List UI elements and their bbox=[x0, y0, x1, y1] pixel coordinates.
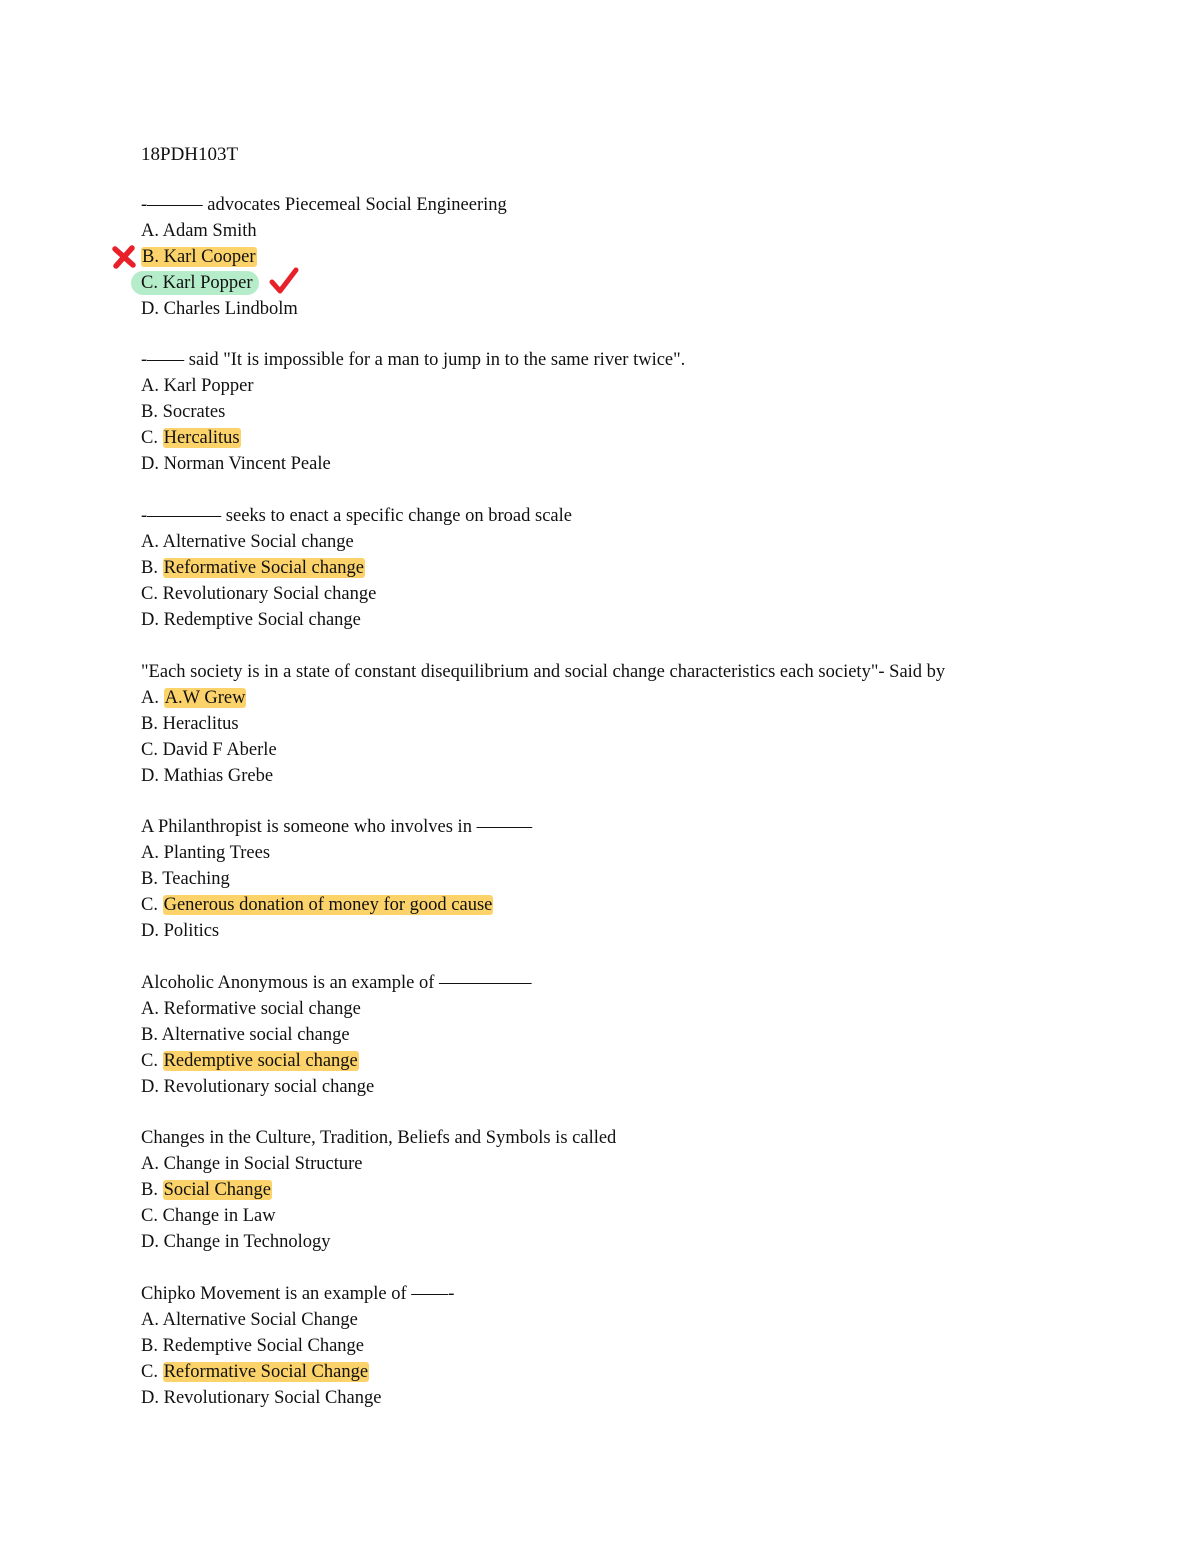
option-b bbox=[141, 1177, 1141, 1203]
option-prefix: C. bbox=[141, 740, 163, 760]
option-prefix: B. bbox=[141, 1336, 163, 1356]
option-prefix: D. bbox=[141, 1232, 164, 1252]
option-c bbox=[141, 1359, 1141, 1385]
option-prefix: B. bbox=[142, 247, 164, 267]
option-prefix: B. bbox=[141, 1180, 163, 1200]
option-text: Change in Law bbox=[162, 1206, 276, 1226]
question-3 bbox=[141, 503, 1141, 633]
option-b bbox=[141, 866, 1141, 892]
option-d bbox=[141, 607, 1141, 633]
option-text: Alternative Social change bbox=[162, 532, 354, 552]
option-d bbox=[141, 1074, 1141, 1100]
answer-highlight: A.W Grew bbox=[164, 688, 246, 708]
question-8 bbox=[141, 1281, 1141, 1411]
option-a bbox=[141, 996, 1141, 1022]
question-stem: -—— said "It is impossible for a man to jump in to the same river twice". bbox=[141, 350, 686, 370]
question-4 bbox=[141, 659, 1141, 789]
option-d bbox=[141, 763, 1141, 789]
option-text: Karl Popper bbox=[163, 376, 254, 396]
option-c bbox=[141, 1048, 1141, 1074]
answer-highlight bbox=[141, 247, 257, 267]
option-d bbox=[141, 296, 1141, 322]
option-text: Heraclitus bbox=[162, 714, 239, 734]
option-prefix: A. bbox=[141, 843, 164, 863]
option-b bbox=[141, 555, 1141, 581]
option-prefix: B. bbox=[141, 1025, 162, 1045]
option-text: Alternative social change bbox=[161, 1025, 350, 1045]
question-7 bbox=[141, 1125, 1141, 1255]
option-d bbox=[141, 918, 1141, 944]
question-5 bbox=[141, 814, 1141, 944]
option-c bbox=[141, 737, 1141, 763]
correct-answer-highlight bbox=[131, 271, 259, 295]
option-a bbox=[141, 1307, 1141, 1333]
option-a bbox=[141, 685, 1141, 711]
option-text: Alternative Social Change bbox=[162, 1310, 358, 1330]
option-prefix: D. bbox=[141, 766, 164, 786]
answer-highlight: Reformative Social Change bbox=[163, 1362, 369, 1382]
option-prefix: D. bbox=[141, 1388, 164, 1408]
option-a bbox=[141, 373, 1141, 399]
option-prefix: B. bbox=[141, 558, 163, 578]
answer-highlight: Social Change bbox=[163, 1180, 271, 1200]
answer-highlight: Hercalitus bbox=[163, 428, 240, 448]
option-prefix: C. bbox=[141, 1206, 163, 1226]
question-2 bbox=[141, 347, 1141, 477]
question-1 bbox=[141, 192, 1141, 322]
option-a bbox=[141, 218, 1141, 244]
question-stem: -——— advocates Piecemeal Social Engineering bbox=[141, 195, 507, 215]
option-text: Adam Smith bbox=[162, 221, 257, 241]
option-prefix: C. bbox=[141, 895, 163, 915]
option-b bbox=[141, 1333, 1141, 1359]
option-text: Charles Lindbolm bbox=[163, 299, 298, 319]
answer-highlight: Generous donation of money for good cause bbox=[163, 895, 493, 915]
option-prefix: B. bbox=[141, 402, 163, 422]
option-c bbox=[141, 425, 1141, 451]
option-text: Mathias Grebe bbox=[163, 766, 274, 786]
option-text: Politics bbox=[163, 921, 220, 941]
option-text: Socrates bbox=[162, 402, 226, 422]
check-mark-icon bbox=[269, 267, 295, 291]
option-prefix: B. bbox=[141, 869, 163, 889]
option-text: Redemptive Social change bbox=[163, 610, 361, 630]
option-prefix: A. bbox=[141, 221, 163, 241]
option-text: Change in Social Structure bbox=[163, 1154, 363, 1174]
option-a bbox=[141, 840, 1141, 866]
option-d bbox=[141, 451, 1141, 477]
option-d bbox=[141, 1229, 1141, 1255]
option-text: Teaching bbox=[162, 869, 230, 889]
option-prefix: B. bbox=[141, 714, 163, 734]
option-text: David F Aberle bbox=[162, 740, 277, 760]
option-text: Redemptive Social Change bbox=[162, 1336, 364, 1356]
option-prefix: D. bbox=[141, 921, 164, 941]
question-stem: -———— seeks to enact a specific change on broad scale bbox=[141, 506, 572, 526]
option-c bbox=[141, 1203, 1141, 1229]
answer-highlight: Redemptive social change bbox=[163, 1051, 358, 1071]
course-code: 18PDH103T bbox=[141, 144, 239, 165]
option-c bbox=[141, 892, 1141, 918]
option-prefix: D. bbox=[141, 1077, 164, 1097]
option-c bbox=[141, 581, 1141, 607]
option-c bbox=[141, 270, 1141, 296]
option-text: Change in Technology bbox=[163, 1232, 331, 1252]
option-b bbox=[141, 1022, 1141, 1048]
option-prefix: A. bbox=[141, 1310, 163, 1330]
option-prefix: D. bbox=[141, 610, 164, 630]
option-d bbox=[141, 1385, 1141, 1411]
question-stem: Alcoholic Anonymous is an example of ————— bbox=[141, 973, 532, 993]
option-b bbox=[141, 711, 1141, 737]
question-stem: Changes in the Culture, Tradition, Beliefs and Symbols is called bbox=[141, 1128, 617, 1148]
answer-highlight: Reformative Social change bbox=[163, 558, 364, 578]
option-prefix: A. bbox=[141, 532, 163, 552]
option-text: Norman Vincent Peale bbox=[163, 454, 331, 474]
option-a bbox=[141, 1151, 1141, 1177]
x-mark-icon bbox=[111, 245, 137, 269]
question-stem: A Philanthropist is someone who involves in ——— bbox=[141, 817, 533, 837]
question-stem: "Each society is in a state of constant disequilibrium and social change characteristics each society"- Said by bbox=[141, 662, 946, 682]
option-text: Revolutionary social change bbox=[163, 1077, 375, 1097]
option-prefix: D. bbox=[141, 299, 164, 319]
option-text: Revolutionary Social change bbox=[162, 584, 377, 604]
question-6 bbox=[141, 970, 1141, 1100]
option-prefix: A. bbox=[141, 1154, 164, 1174]
option-prefix: D. bbox=[141, 454, 164, 474]
option-prefix: C. bbox=[141, 428, 163, 448]
option-text: Reformative social change bbox=[163, 999, 361, 1019]
option-text: C. Karl Popper bbox=[141, 273, 253, 293]
option-prefix: A. bbox=[141, 376, 164, 396]
option-b bbox=[141, 399, 1141, 425]
option-prefix: C. bbox=[141, 584, 163, 604]
option-text: Revolutionary Social Change bbox=[163, 1388, 382, 1408]
option-prefix: A. bbox=[141, 688, 164, 708]
option-text: Karl Cooper bbox=[163, 247, 256, 267]
question-stem: Chipko Movement is an example of ——- bbox=[141, 1284, 455, 1304]
option-a bbox=[141, 529, 1141, 555]
option-prefix: C. bbox=[141, 1362, 163, 1382]
option-prefix: A. bbox=[141, 999, 164, 1019]
option-prefix: C. bbox=[141, 1051, 163, 1071]
option-text: Planting Trees bbox=[163, 843, 271, 863]
